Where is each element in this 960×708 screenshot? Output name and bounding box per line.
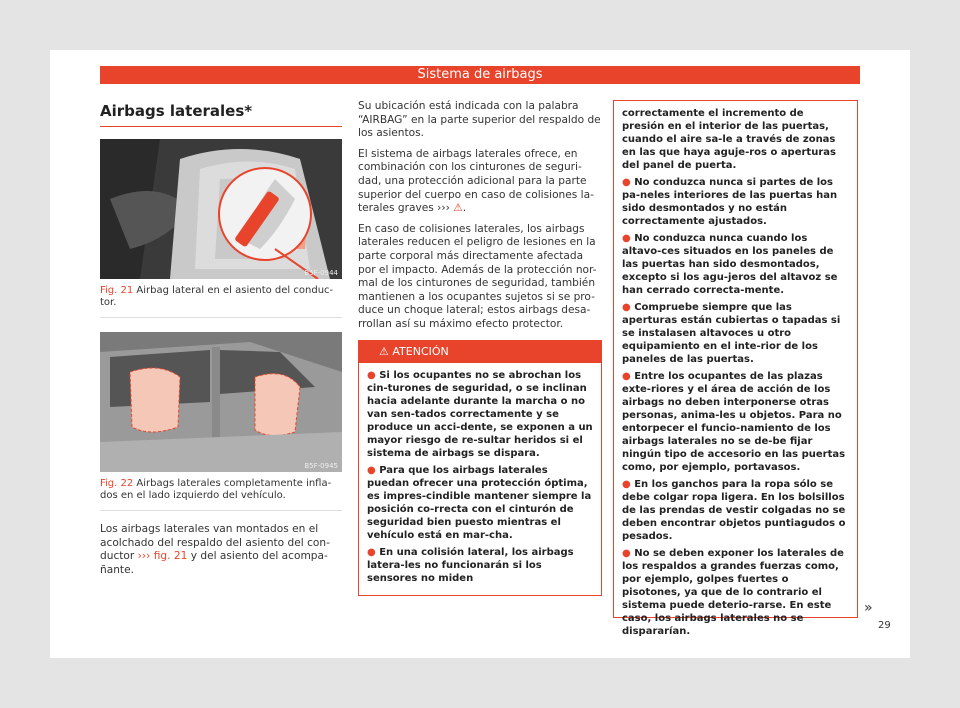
seat-illustration <box>100 139 342 279</box>
effect-paragraph: En caso de colisiones laterales, los airbags laterales reducen el peligro de lesiones en la parte corporal más directamente afectada por el impacto. Además de la protección nor-mal de los cinturones de seguridad, también mantienen a los ocupantes sujetos si se pro-duce un choque lateral; estos airbags desa-rrollan así su máximo efecto protector. <box>358 222 597 330</box>
warning-header <box>359 341 601 363</box>
bullet-icon: ● <box>367 464 376 476</box>
warning-box-continued <box>613 100 858 637</box>
warning-triangle-icon: ⚠ <box>379 344 389 358</box>
section-title-banner: Sistema de airbags <box>100 66 860 84</box>
middle-column <box>358 100 602 596</box>
warning-item <box>622 232 849 297</box>
page-heading: Airbags laterales* <box>100 102 342 127</box>
continue-arrow-icon: » <box>864 600 873 616</box>
caption-text: Airbags laterales completamente infla-dos en el lado izquierdo del vehículo. <box>100 478 332 501</box>
paragraph-text: Los airbags laterales van montados en el acolchado del respaldo del asiento del con-ductor <box>100 523 330 563</box>
paragraph-text: y del asiento del acompa-ñante. <box>100 550 328 576</box>
bullet-icon: ● <box>622 548 631 559</box>
left-column <box>100 100 342 584</box>
protection-paragraph: El sistema de airbags laterales ofrece, en combinación con los cinturones de seguri-dad, una protección adicional para la parte superior del cuerpo en caso de colisiones la-terales graves ››› ⚠. <box>358 147 594 215</box>
figure-21-link[interactable]: ››› fig. 21 <box>137 550 188 563</box>
location-paragraph: Su ubicación está indicada con la palabra “AIRBAG” en la parte superior del respaldo de los asientos. <box>358 100 601 140</box>
warning-text: Compruebe siempre que las aperturas están cubiertas o tapadas si se instalasen altavoces u otro equipamiento en el inte-rior de los paneles de las puertas. <box>622 302 841 365</box>
warning-triangle-icon: ⚠ <box>453 202 463 215</box>
warning-text: En una colisión lateral, los airbags latera-les no funcionarán si los sensores no miden <box>367 546 574 584</box>
warning-title: ATENCIÓN <box>392 344 449 358</box>
warning-text: Si los ocupantes no se abrochan los cin-turones de seguridad, o se inclinan hacia adelante durante la marcha o no van sen-tados correctamente y se produce un acci-dente, se exponen a un mayor riesgo de re-sultar heridos si el sistema de airbags se dispara. <box>367 369 593 459</box>
warning-text: En los ganchos para la ropa sólo se debe colgar ropa ligera. En los bolsillos de las prendas de vestir colgadas no se deben encontrar objetos puntiagudos o pesados. <box>622 479 846 542</box>
intro-paragraph <box>100 523 342 577</box>
right-column <box>613 100 858 637</box>
figure-22 <box>100 332 342 511</box>
warning-body <box>359 363 601 585</box>
warning-reference-link[interactable]: ››› <box>437 202 450 215</box>
warning-item <box>367 369 593 460</box>
warning-text: correctamente el incremento de presión en el interior de las puertas, cuando el aire sa-le a través de zonas en las que haya aguje-ros o aperturas del panel de puerta. <box>622 108 836 171</box>
car-side-airbag-image <box>100 332 342 472</box>
figure-code: B5F-0945 <box>304 462 338 470</box>
bullet-icon: ● <box>622 302 631 313</box>
warning-item <box>622 301 849 366</box>
figure-21 <box>100 139 342 318</box>
warning-text: No se deben exponer los laterales de los respaldos a grandes fuerzas como, por ejemplo, golpes fuertes o pisotones, ya que de lo contrario el sistema puede deterio-rarse. En este caso, los airbags laterales no se dispararían. <box>622 548 844 637</box>
figure-code: B5F-0944 <box>304 269 338 277</box>
bullet-icon: ● <box>367 546 376 558</box>
bullet-icon: ● <box>622 479 631 490</box>
bullet-icon: ● <box>622 371 631 382</box>
warning-text: Entre los ocupantes de las plazas exte-riores y el área de acción de los airbags no deben interponerse otras personas, anima-les u objetos. Para no entorpecer el funcio-namiento de los airbags laterales no se de-be fijar ningún tipo de accesorio en las puertas como, por ejemplo, portavasos. <box>622 371 846 473</box>
warning-text: Para que los airbags laterales puedan ofrecer una protección óptima, es impres-cindible mantener siempre la posición co-rrecta con el cinturón de seguridad bien puesto mientras el vehículo está en mar-cha. <box>367 464 592 541</box>
warning-box <box>358 340 602 596</box>
figure-number: Fig. 22 <box>100 478 134 489</box>
figure-21-caption <box>100 279 342 317</box>
warning-item <box>622 370 849 474</box>
paragraph-text: El sistema de airbags laterales ofrece, en combinación con los cinturones de seguri-dad, una protección adicional para la parte superior del cuerpo en caso de colisiones la-terales graves <box>358 147 594 215</box>
bullet-icon: ● <box>622 177 631 188</box>
warning-text: No conduzca nunca cuando los altavo-ces situados en los paneles de las puertas han sido desmontados, excepto si los agu-jeros del altavoz se han cerrado correcta-mente. <box>622 233 838 296</box>
warning-item <box>622 478 849 543</box>
seat-airbag-image <box>100 139 342 279</box>
bullet-icon: ● <box>622 233 631 244</box>
warning-item <box>622 547 849 638</box>
car-illustration <box>100 332 342 472</box>
warning-text: No conduzca nunca si partes de los pa-neles interiores de las puertas han sido desmontados y no están correctamente ajustados. <box>622 177 838 227</box>
warning-item <box>622 176 849 228</box>
figure-22-caption <box>100 472 342 510</box>
warning-item <box>367 464 593 542</box>
caption-text: Airbag lateral en el asiento del conduc-tor. <box>100 285 334 308</box>
warning-item <box>367 546 593 585</box>
figure-number: Fig. 21 <box>100 285 134 296</box>
page-number: 29 <box>878 620 891 631</box>
bullet-icon: ● <box>367 369 376 381</box>
